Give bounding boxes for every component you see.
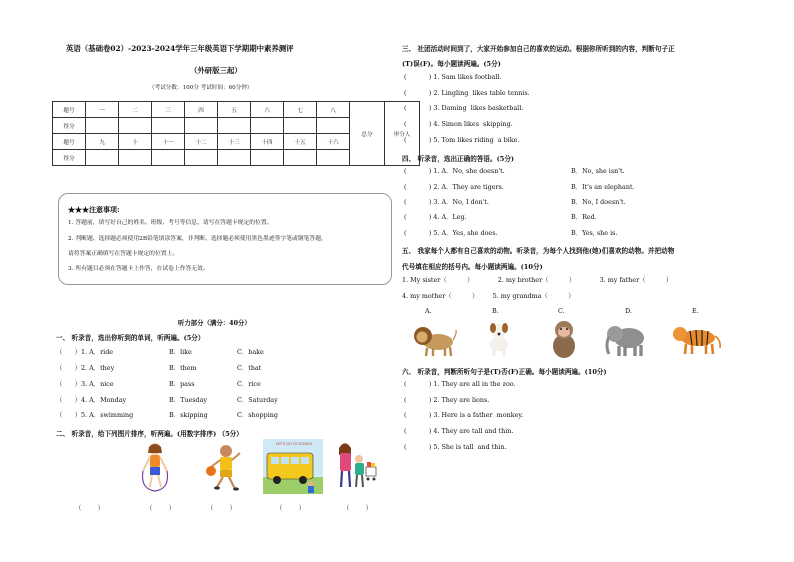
table-cell: 五 — [218, 102, 251, 118]
lion-icon — [412, 322, 458, 358]
table-cell: 九 — [86, 134, 119, 150]
option-b: B．Yes, she is. — [571, 229, 618, 237]
table-cell: 一 — [86, 102, 119, 118]
score-cell[interactable] — [86, 118, 119, 134]
elephant-icon — [603, 320, 649, 358]
reviewer-label: 审分人 — [385, 102, 420, 166]
score-cell[interactable] — [152, 118, 185, 134]
section-4-title: 四、 听录音，选出正确的答语。(5分) — [402, 155, 515, 163]
question-item: ( ) 4. Simon likes skipping. — [404, 120, 513, 128]
question-stem: （ ）1. A．ride — [56, 348, 114, 356]
score-cell[interactable] — [218, 150, 251, 166]
option-b: B．Tuesday — [169, 396, 208, 404]
score-cell[interactable] — [284, 150, 317, 166]
option-b: B．skipping — [169, 411, 208, 419]
table-cell: 四 — [185, 102, 218, 118]
question-item: ( ) 2. Lingling likes table tennis. — [404, 89, 530, 97]
school-bus-picture — [263, 439, 323, 494]
question-item: ( ) 2. They are lions. — [404, 396, 490, 404]
table-cell: 十五 — [284, 134, 317, 150]
question-item: ( ) 3. A．No, I don't. — [404, 198, 489, 206]
bus-sign: LET'S GO TO SCHOOL — [276, 442, 313, 446]
animal-letter: A. — [425, 307, 432, 315]
answer-blank[interactable]: （ ） — [276, 504, 306, 512]
score-cell[interactable] — [218, 118, 251, 134]
score-cell[interactable] — [119, 118, 152, 134]
option-b: B．No, she isn't. — [571, 167, 625, 175]
score-cell[interactable] — [152, 150, 185, 166]
monkey-icon — [548, 318, 580, 360]
score-table — [52, 101, 420, 166]
score-cell[interactable] — [284, 118, 317, 134]
option-c: C．that — [237, 364, 262, 372]
animal-letter: D. — [625, 307, 632, 315]
option-b: B．pass — [169, 380, 195, 388]
animal-letter: B. — [492, 307, 499, 315]
score-cell[interactable] — [251, 150, 284, 166]
score-cell[interactable] — [119, 150, 152, 166]
match-line: 1. My sister（ ） 2. my brother（ ） 3. my father（ ） — [402, 276, 673, 284]
dog-icon — [482, 320, 516, 358]
question-stem: （ ）2. A．they — [56, 364, 115, 372]
notice-item: 2. 判断题、选择题必须使用2B铅笔填涂答案，非判断、选择题必须使用黑色墨迹签字笔或钢笔答题， — [68, 236, 327, 242]
notice-item: 3. 所有题目必须在答题卡上作答，在试卷上作答无效。 — [68, 266, 209, 272]
option-b: B．It's an elephant. — [571, 183, 635, 191]
question-item: ( ) 5. A．Yes, she does. — [404, 229, 498, 237]
option-c: C．shopping — [237, 411, 278, 419]
option-b: B．like — [169, 348, 192, 356]
table-cell: 八 — [317, 102, 350, 118]
question-item: ( ) 5. Tom likes riding a bike. — [404, 136, 520, 144]
table-cell: 十六 — [317, 134, 350, 150]
question-item: ( ) 3. Daming likes basketball. — [404, 104, 524, 112]
edition-subtitle: （外研版三起） — [190, 66, 242, 75]
table-cell: 十二 — [185, 134, 218, 150]
question-item: ( ) 1. A．No, she doesn't. — [404, 167, 505, 175]
animal-letter: E. — [692, 307, 699, 315]
option-c: C．bake — [237, 348, 264, 356]
table-cell: 十 — [119, 134, 152, 150]
question-item: ( ) 3. Here is a father monkey. — [404, 411, 524, 419]
table-cell: 题号 — [53, 102, 86, 118]
question-item: ( ) 4. A．Leg. — [404, 213, 467, 221]
table-cell: 得分 — [53, 118, 86, 134]
page-title: 英语（基础卷02）-2023-2024学年三年级英语下学期期中素养测评 — [66, 44, 294, 53]
question-stem: （ ）4. A．Monday — [56, 396, 127, 404]
option-c: C．rice — [237, 380, 261, 388]
notice-title: 注意事项: — [89, 205, 120, 214]
animal-letter: C. — [558, 307, 565, 315]
score-cell[interactable] — [86, 150, 119, 166]
question-stem: （ ）5. A．swimming — [56, 411, 134, 419]
score-cell[interactable] — [317, 150, 350, 166]
option-b: B．Red. — [571, 213, 597, 221]
table-cell: 十三 — [218, 134, 251, 150]
score-table-row — [53, 102, 420, 118]
table-cell: 七 — [284, 102, 317, 118]
match-line: 4. my mother（ ） 5. my grandma（ ） — [402, 292, 575, 300]
notice-item: 1. 答题前，填写好自己的姓名、班级、考号等信息，请写在答题卡规定的位置。 — [68, 220, 273, 226]
question-item: ( ) 4. They are tall and thin. — [404, 427, 514, 435]
table-cell: 三 — [152, 102, 185, 118]
listening-title: 听力部分（满分：40分） — [178, 319, 251, 327]
family-shopping-picture — [333, 441, 379, 493]
stars-icon: ★★★ — [68, 205, 89, 214]
section-6-title: 六、 听录音，判断所听句子是(T)否(F)正确。每小题读两遍。(10分) — [402, 368, 607, 376]
question-item: ( ) 1. Sam likes football. — [404, 73, 502, 81]
table-cell: 题号 — [53, 134, 86, 150]
table-cell: 六 — [251, 102, 284, 118]
score-cell[interactable] — [185, 150, 218, 166]
exam-info: （考试分数：100分 考试时间：60分钟） — [149, 85, 253, 91]
option-c: C．Saturday — [237, 396, 278, 404]
option-b: B．No, I doesn't. — [571, 198, 626, 206]
answer-blank[interactable]: （ ） — [75, 504, 105, 512]
answer-blank[interactable]: （ ） — [207, 504, 237, 512]
section-1-title: 一、 听录音，选出你听到的单词，听两遍。(5分） — [56, 334, 205, 342]
question-item: ( ) 2. A．They are tigers. — [404, 183, 504, 191]
section-5-title: 五、 我家每个人都有自己喜欢的动物。听录音，为每个人找到他(她)们喜欢的动物。并把动物 — [402, 247, 675, 255]
table-cell: 十一 — [152, 134, 185, 150]
question-item: ( ) 5. She is tall and thin. — [404, 443, 507, 451]
girl-skipping-picture — [138, 441, 172, 493]
boy-basketball-picture — [203, 443, 245, 493]
option-b: B．them — [169, 364, 197, 372]
section-5-title-cont: 代号填在相应的括号内。每小题读两遍。(10分) — [402, 263, 543, 271]
total-label: 总分 — [350, 102, 385, 166]
score-cell[interactable] — [317, 118, 350, 134]
score-cell[interactable] — [185, 118, 218, 134]
section-3-title: 三、 社团活动时间到了，大家开始参加自己的喜欢的运动。根据你所听到的内容，判断句子正 — [402, 45, 675, 53]
answer-blank[interactable]: （ ） — [343, 504, 373, 512]
school-bus-icon — [263, 439, 323, 494]
notice-item: 请将答案正确填写在答题卡规定的位置上。 — [68, 251, 179, 257]
notice-heading — [68, 206, 120, 213]
score-cell[interactable] — [251, 118, 284, 134]
notice-box — [58, 193, 392, 285]
section-2-title: 二、 听录音，给下列图片排序，听两遍。(用数字排序) （5分） — [56, 430, 243, 438]
table-cell: 得分 — [53, 150, 86, 166]
question-item: ( ) 1. They are all in the zoo. — [404, 380, 516, 388]
tiger-icon — [670, 322, 722, 356]
section-3-title-cont: (T)误(F)。每小题读两遍。(5分) — [402, 60, 501, 68]
table-cell: 二 — [119, 102, 152, 118]
table-cell: 十四 — [251, 134, 284, 150]
answer-blank[interactable]: （ ） — [146, 504, 176, 512]
question-stem: （ ）3. A．nice — [56, 380, 114, 388]
